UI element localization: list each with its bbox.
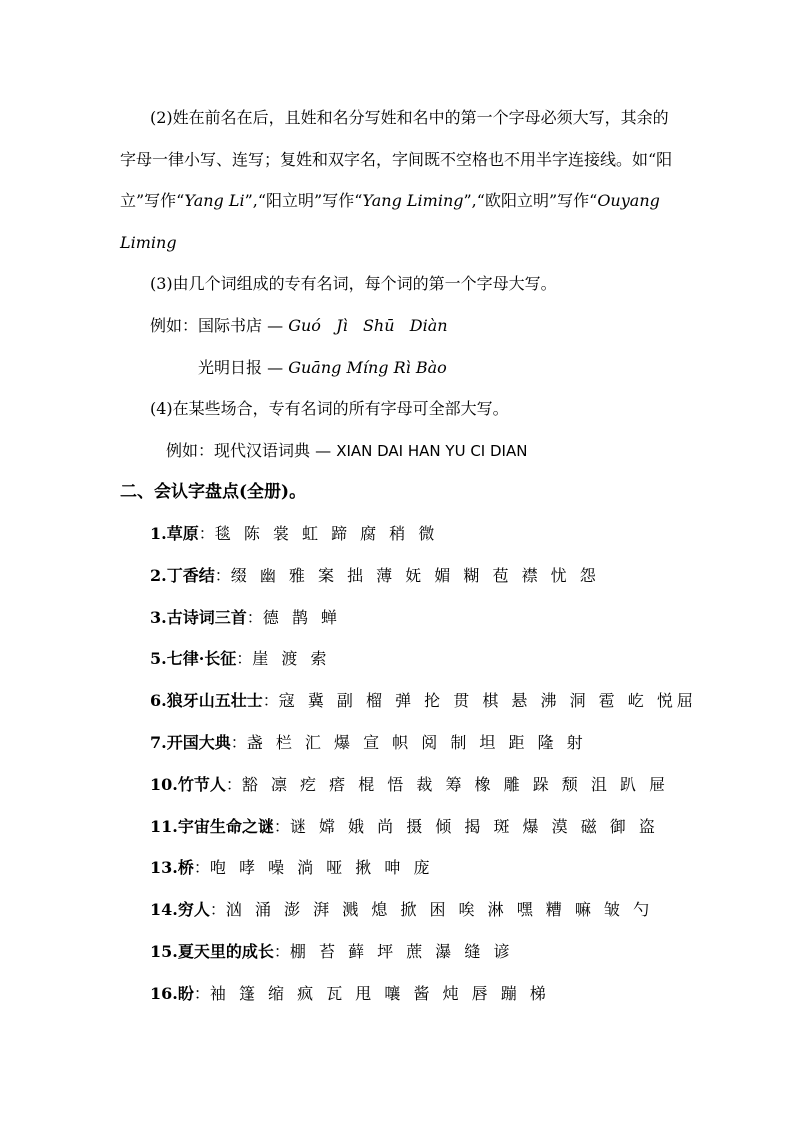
character-set: 咆 哮 噪 淌 哑 揪 呻 庞 bbox=[209, 858, 434, 877]
character-set: 德 鹊 蝉 bbox=[262, 608, 341, 627]
lesson-label: 5.七律·长征 bbox=[150, 649, 237, 668]
lesson-label: 11.宇宙生命之谜 bbox=[150, 817, 274, 836]
label-colon: ： bbox=[230, 733, 247, 752]
rule-2-line-4: Liming bbox=[120, 233, 177, 252]
rule-2-line-1: (2)姓在前名在后，且姓和名分写姓和名中的第一个字母必须大写，其余的 bbox=[150, 108, 669, 127]
label-colon: ： bbox=[262, 691, 279, 710]
list-item bbox=[150, 523, 438, 545]
character-set: 袖 篷 缩 疯 瓦 甩 嚷 酱 炖 唇 蹦 梯 bbox=[209, 984, 550, 1003]
list-item bbox=[150, 607, 341, 629]
rule-4-example bbox=[166, 440, 527, 462]
pinyin-example: Ouyang bbox=[597, 191, 660, 210]
rule-2-line-3 bbox=[120, 190, 660, 212]
label-colon: ： bbox=[214, 566, 231, 585]
rule-2-line-2: 字母一律小写、连写；复姓和双字名，字间既不空格也不用半字连接线。如“阳 bbox=[120, 150, 673, 169]
list-item bbox=[150, 816, 659, 838]
lesson-label: 1.草原 bbox=[150, 524, 199, 543]
character-set: 寇 冀 副 榴 弹 抡 贯 棋 悬 沸 洞 雹 屹 悦屈 bbox=[278, 691, 697, 710]
label-colon: ： bbox=[273, 942, 290, 961]
character-set: 棚 苔 藓 坪 蔗 瀑 缝 谚 bbox=[289, 942, 514, 961]
lesson-label: 3.古诗词三首 bbox=[150, 608, 247, 627]
character-set: 毯 陈 裳 虹 蹄 腐 稍 微 bbox=[214, 524, 439, 543]
pinyin-example: Guāng Míng Rì Bào bbox=[288, 358, 447, 377]
character-set: 盏 栏 汇 爆 宣 帜 阅 制 坦 距 隆 射 bbox=[246, 733, 587, 752]
pinyin-example: Yang Liming bbox=[362, 191, 464, 210]
list-item bbox=[150, 565, 600, 587]
lesson-label: 14.穷人 bbox=[150, 900, 210, 919]
list-item bbox=[150, 774, 669, 796]
list-item bbox=[150, 983, 550, 1005]
label-colon: ： bbox=[236, 649, 253, 668]
rule-3-text: (3)由几个词组成的专有名词，每个词的第一个字母大写。 bbox=[150, 274, 557, 293]
example-label: 例如：国际书店 — bbox=[150, 316, 289, 335]
rule-2-text: 立”写作“ bbox=[120, 191, 185, 210]
character-set: 谜 嫦 娥 尚 摄 倾 揭 斑 爆 漠 磁 御 盗 bbox=[289, 817, 659, 836]
lesson-label: 16.盼 bbox=[150, 984, 194, 1003]
label-colon: ： bbox=[209, 900, 226, 919]
rule-2-text: ”,“欧阳立明”写作“ bbox=[463, 191, 598, 210]
label-colon: ： bbox=[246, 608, 263, 627]
section-2-heading: 二、会认字盘点(全册)。 bbox=[120, 482, 307, 502]
lesson-label: 13.桥 bbox=[150, 858, 194, 877]
caps-example: XIAN DAI HAN YU CI DIAN bbox=[336, 442, 528, 460]
rule-4-text: (4)在某些场合，专有名词的所有字母可全部大写。 bbox=[150, 399, 509, 418]
label-colon: ： bbox=[273, 817, 290, 836]
pinyin-example: Yang Li bbox=[184, 191, 245, 210]
lesson-label: 15.夏天里的成长 bbox=[150, 942, 274, 961]
example-label: 例如：现代汉语词典 — bbox=[166, 441, 337, 460]
pinyin-example: Guó Jì Shū Diàn bbox=[288, 316, 448, 335]
label-colon: ： bbox=[198, 524, 215, 543]
rule-2-text: ”,“阳立明”写作“ bbox=[244, 191, 363, 210]
lesson-label: 2.丁香结 bbox=[150, 566, 215, 585]
list-item bbox=[150, 857, 433, 879]
list-item bbox=[150, 941, 513, 963]
character-set: 豁 凛 疙 瘩 棍 悟 裁 筹 橡 雕 跺 颓 沮 趴 屉 bbox=[241, 775, 670, 794]
label-colon: ： bbox=[193, 984, 210, 1003]
lesson-label: 6.狼牙山五壮士 bbox=[150, 691, 263, 710]
character-set: 崖 渡 索 bbox=[252, 649, 331, 668]
example-label: 光明日报 — bbox=[198, 358, 289, 377]
list-item bbox=[150, 690, 697, 712]
rule-3-example-1 bbox=[150, 315, 448, 337]
character-set: 缀 幽 雅 案 拙 薄 妩 媚 糊 苞 襟 忧 怨 bbox=[230, 566, 600, 585]
lesson-label: 7.开国大典 bbox=[150, 733, 231, 752]
list-item bbox=[150, 648, 330, 670]
character-set: 汹 涌 澎 湃 溅 熄 掀 困 唉 淋 嘿 糟 嘛 皱 勺 bbox=[225, 900, 654, 919]
lesson-label: 10.竹节人 bbox=[150, 775, 226, 794]
rule-3-example-2 bbox=[198, 357, 447, 379]
label-colon: ： bbox=[193, 858, 210, 877]
list-item bbox=[150, 899, 653, 921]
list-item bbox=[150, 732, 587, 754]
label-colon: ： bbox=[225, 775, 242, 794]
